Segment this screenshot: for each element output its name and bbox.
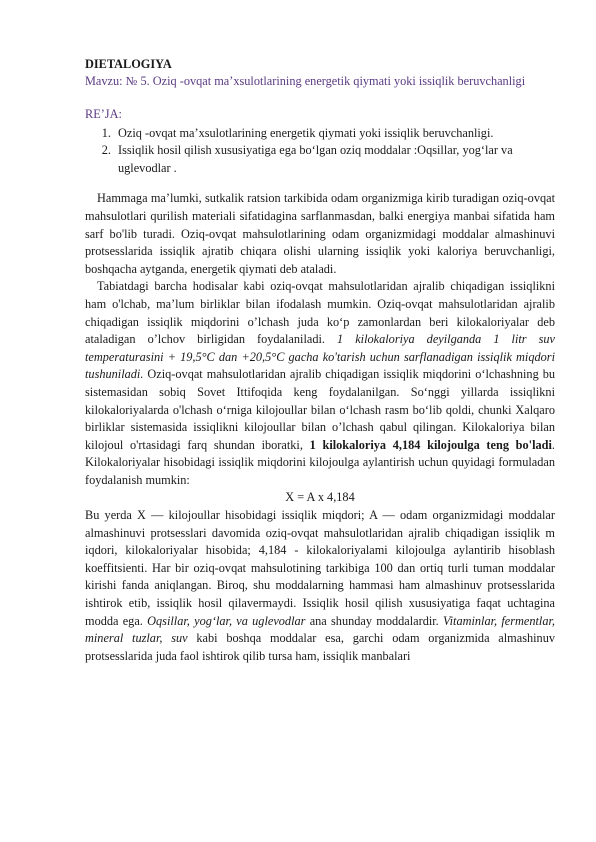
para3-text-3: kabi boshqa moddalar esa, garchi odam organizmida almashinuv protsesslarida juda faol ishtirok qilib tursa ham, issiqlik manbalari — [85, 631, 555, 663]
plan-list — [85, 125, 555, 178]
plan-item-1: 1. Oziq -ovqat ma’xsulotlarining energetik qiymati yoki issiqlik beruvchanligi. — [114, 125, 555, 143]
para3-text-1: Bu yerda X — kilojoullar hisobidagi issiqlik miqdori; A — odam organizmidagi moddalar almashinuvi protsesslari davomida oziq-ovqat mahsulotlaridan ajralib chiqadigan issiqlik m iqdori, kilokaloriyalar hisobida; 4,184 - kilokaloriyalami kilojoulga aylantirib hisoblash koeffitsienti. Har bir oziq-ovqat mahsulotining tarkibiga 100 dan ortiq turli tuman moddalar kirishi fanda aniqlangan. Biroq, shu moddalarning hammasi ham almashinuv protsesslarida ishtirok etib, issiqlik hosil qilavermaydi. Issiqlik hosil qilish xususiyatiga faqat uchtagina modda ega. — [85, 508, 555, 628]
document-page — [85, 56, 555, 665]
heat-producing-nutrients: Oqsillar, yog‘lar, va uglevodlar — [147, 613, 306, 628]
plan-heading: RE’JA: — [85, 106, 122, 121]
topic-subject: Mavzu: № 5. Oziq -ovqat ma’xsulotlarining energetik qiymati yoki issiqlik beruvchanligi — [85, 74, 526, 88]
para2-text-2: Oziq-ovqat mahsulotlaridan ajralib chiqadigan issiqlik miqdorini o‘lchashning bu sistemasidan sobiq Sovet Ittifoqida keng foydalanilgan. So‘nggi yillarda issiqlikni kilokaloriyalarda o'lchash o‘rniga kilojoullar bilan o‘lchash rasm bo‘lib qoldi, chunki Xalqaro birliklar sistemasida issiqlikni kilojoullar bilan o’lchash qabul qilingan. Kilokaloriya bilan kilojoul o'rtasidagi farq shundan iboratki, — [85, 367, 555, 452]
paragraph-explanation — [85, 507, 555, 665]
para2-text-3: . Kilokaloriyalar hisobidagi issiqlik miqdorini kilojoulga aylantirish uchun quyidagi formuladan foydalanish mumkin: — [85, 437, 555, 487]
kilocalorie-definition: 1 kilokaloriya deyilganda 1 litr suv temperaturasini + 19,5°C dan +20,5°C gacha ko'tarish uchun sarflanadigan issiqlik miqdori tushuniladi. — [85, 332, 556, 382]
paragraph-intro: Hammaga ma’lumki, sutkalik ratsion tarkibida odam organizmiga kirib turadigan oziq-ovqat mahsulotlari qurilish materiali sifatidagina sarflanmasdan, balki energiya manbai sifatida ham sarf bo'lib turadi. Oziq-ovqat mahsulotlarining odam organizmidagi moddalar almashinuvi protsesslarida issiqlik ajratib chiqara olishi ularning issiqlik yoki kaloriya beruvchanligi, boshqacha aytganda, energetik qiymati deb ataladi. — [85, 191, 555, 276]
paragraph-measurement — [85, 278, 555, 489]
document-title: DIETALOGIYA — [85, 57, 172, 71]
kcal-kj-equivalence: 1 kilokaloriya 4,184 kilojoulga teng bo'ladi — [309, 437, 552, 452]
para2-text-1: Tabiatdagi barcha hodisalar kabi oziq-ovqat mahsulotlaridan ajralib chiqadigan issiqlikni ham o'lchab, ma’lum birliklar bilan ifodalash mumkin. Oziq-ovqat mahsulotlaridan ajralib chiqadigan issiqlik miqdorini o’lchash juda ko‘p zamonlardan beri kilokaloriyalar deb ataladigan o’lchov birligidan foydalaniladi. — [85, 279, 555, 347]
plan-item-2: 2. Issiqlik hosil qilish xususiyatiga ega bo‘lgan oziq moddalar :Oqsillar, yog‘lar va uglevodlar . — [114, 142, 555, 177]
para3-text-2: ana shunday moddalardir. — [309, 613, 439, 628]
conversion-formula: X = A x 4,184 — [285, 490, 355, 505]
other-substances: Vitaminlar, fermentlar, mineral tuzlar, suv — [85, 613, 555, 646]
